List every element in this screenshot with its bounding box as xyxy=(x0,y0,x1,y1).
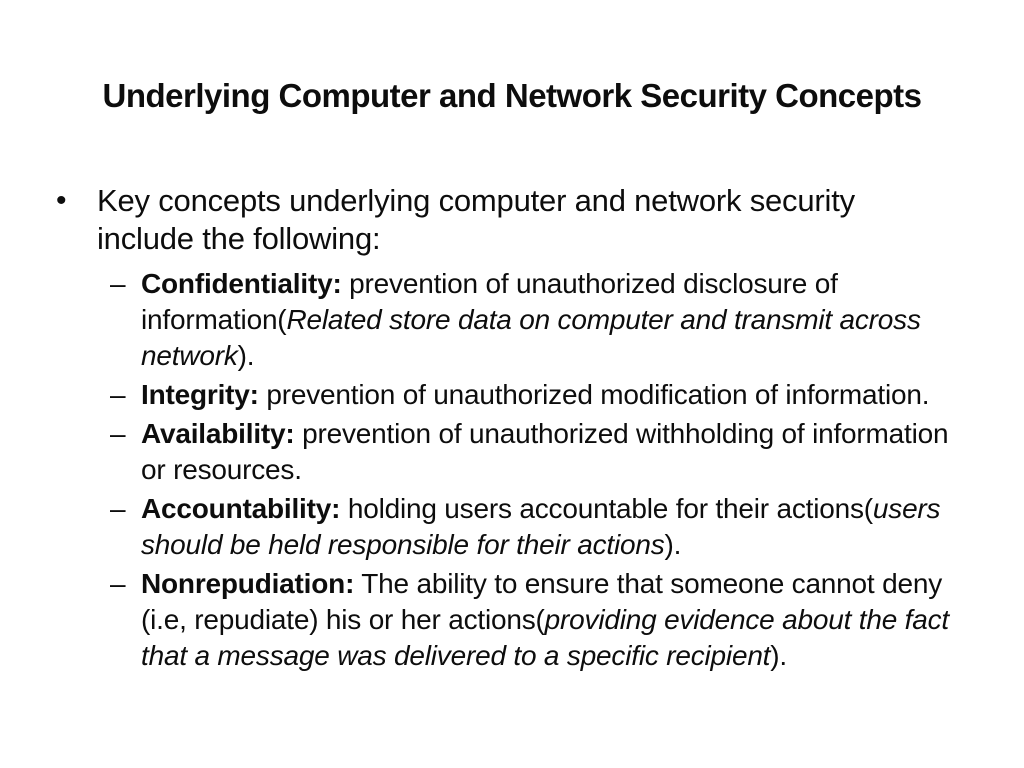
sub-bullet-text xyxy=(141,266,961,374)
sub-bullet-text xyxy=(141,491,961,563)
sub-bullet-list xyxy=(0,266,1024,674)
dash-marker: – xyxy=(110,379,126,410)
dash-marker: – xyxy=(110,268,126,299)
definition-text: prevention of unauthorized modification of information. xyxy=(258,379,930,410)
italic-note: providing evidence about the fact that a message was delivered to a specific recipient xyxy=(141,604,950,671)
dash-marker: – xyxy=(110,493,126,524)
sub-bullet-accountability xyxy=(110,491,1024,563)
dash-marker: – xyxy=(110,568,126,599)
definition-text: holding users accountable for their actions( xyxy=(340,493,873,524)
dash-marker: – xyxy=(110,418,126,449)
slide-title: Underlying Computer and Network Security Concepts xyxy=(102,77,922,114)
closing-text: ). xyxy=(664,529,682,560)
bullet-dot-marker: • xyxy=(56,184,67,217)
italic-note: users should be held responsible for their actions xyxy=(141,493,941,560)
bullet-item xyxy=(56,182,1024,258)
sub-bullet-text xyxy=(141,416,961,488)
definition-text: prevention of unauthorized withholding of information or resources. xyxy=(141,418,949,485)
italic-note: Related store data on computer and transmit across network xyxy=(141,304,921,371)
closing-text: ). xyxy=(237,340,255,371)
sub-bullet-confidentiality xyxy=(110,266,1024,374)
term-label: Availability: xyxy=(141,418,295,449)
term-label: Accountability: xyxy=(141,493,341,524)
definition-text: prevention of unauthorized disclosure of information( xyxy=(141,268,838,335)
sub-bullet-text xyxy=(141,377,961,413)
sub-bullet-text xyxy=(141,566,961,674)
term-label: Nonrepudiation: xyxy=(141,568,355,599)
bullet-text: Key concepts underlying computer and network security include the following: xyxy=(97,183,855,256)
term-label: Confidentiality: xyxy=(141,268,342,299)
closing-text: ). xyxy=(770,640,787,671)
sub-bullet-nonrepudiation xyxy=(110,566,1024,674)
sub-bullet-availability xyxy=(110,416,1024,488)
sub-bullet-integrity xyxy=(110,377,1024,413)
term-label: Integrity: xyxy=(141,379,259,410)
definition-text: The ability to ensure that someone cannot deny (i.e, repudiate) his or her actions( xyxy=(141,568,943,635)
